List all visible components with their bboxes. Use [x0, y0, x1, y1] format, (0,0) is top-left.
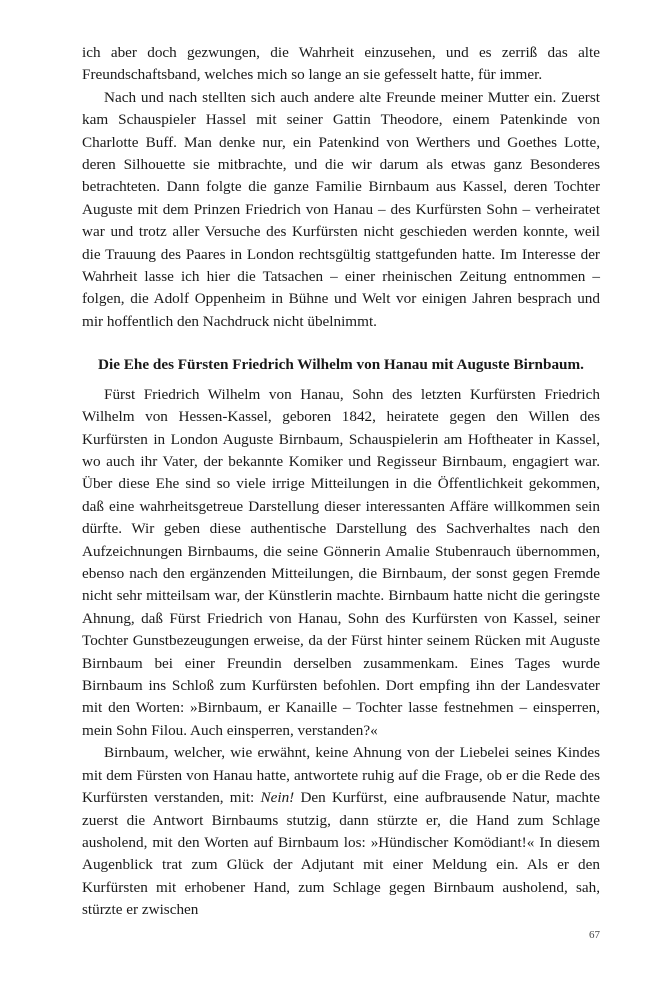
page-body: [82, 42, 600, 922]
paragraph-continuation: ich aber doch gezwungen, die Wahrheit einzusehen, und es zerriß das alte Freundschaftsband, welches mich so lange an sie gefesselt hatte, für immer.: [82, 44, 600, 84]
paragraph-marriage-account: Fürst Friedrich Wilhelm von Hanau, Sohn des letzten Kurfürsten Friedrich Wilhelm von Hessen-Kassel, geboren 1842, heiratete gegen den Willen des Kurfürsten in London Auguste Birnbaum, Schauspielerin am Hoftheater in Kassel, wo auch ihr Vater, der bekannte Komiker und Regisseur Birnbaum, engagiert war. Über diese Ehe sind so viele irrige Mitteilungen in die Öffentlichkeit gekommen, daß eine wahrheitsgetreue Darstellung dieser interessanten Affäre willkommen sein dürfte. Wir geben diese authentische Darstellung des Sachverhaltes nach den Aufzeichnungen Birnbaums, die seine Gönnerin Amalie Stubenrauch übernommen, ebenso nach den ergänzenden Mitteilungen, die Birnbaum, der sonst gegen Fremde nicht sehr mitteilsam war, der Künstlerin machte. Birnbaum hatte nicht die geringste Ahnung, daß Fürst Friedrich von Hanau, Sohn des Kurfürsten von Kassel, seiner Tochter Gunstbezeugungen erweise, da der Fürst hinter seinem Rücken mit Auguste Birnbaum bei einer Freundin derselben zusammenkam. Eines Tages wurde Birnbaum ins Schloß zum Kurfürsten befohlen. Dort empfing ihn der Landesvater mit den Worten: »Birnbaum, er Kanaille – Tochter lasse festnehmen – einsperren, mein Sohn Filou. Auch einsperren, verstanden?«: [82, 385, 600, 739]
paragraph-text-after: Den Kurfürst, eine aufbrausende Natur, machte zuerst die Antwort Birnbaums stutzig, dann stürzte er, die Hand zum Schlage ausholend, mit den Worten auf Birnbaum los: »Hündischer Komödiant!« In diesem Augenblick trat zum Glück der Adjutant mit einer Meldung ein. Als er den Kurfürsten mit erhobener Hand, zum Schlage gegen Birnbaum ausholend, sah, stürzte er zwischen: [82, 789, 600, 919]
paragraph-text-before: Birnbaum, welcher, wie erwähnt, keine Ahnung von der Liebelei seines Kindes mit dem Fürsten von Hanau hatte, antwortete ruhig auf die Frage, ob er die Rede des Kurfürsten verstanden, mit:: [82, 744, 600, 807]
section-heading: Die Ehe des Fürsten Friedrich Wilhelm von Hanau mit Auguste Birnbaum.: [98, 356, 584, 374]
paragraph-friends: Nach und nach stellten sich auch andere alte Freunde meiner Mutter ein. Zuerst kam Schauspieler Hassel mit seiner Gattin Theodore, einem Patenkinde von Charlotte Buff. Man denke nur, ein Patenkind von Werthers und Goethes Lotte, deren Silhouette sie mitbrachte, und die wir darum als etwas ganz Besonderes betrachteten. Dann folgte die ganze Familie Birnbaum aus Kassel, deren Tochter Auguste mit dem Prinzen Friedrich von Hanau – des Kurfürsten Sohn – verheiratet war und trotz aller Versuche des Kurfürsten nicht geschieden werden konnte, weil die Trauung des Paares in London rechtsgültig stattgefunden hatte. Im Interesse der Wahrheit lasse ich hier die Tatsachen – einer rheinischen Zeitung entnommen – folgen, die Adolf Oppenheim in Bühne und Welt vor einigen Jahren besprach und mir hoffentlich den Nachdruck nicht übelnimmt.: [82, 88, 600, 330]
page-number: 67: [589, 929, 600, 941]
paragraph-birnbaum-answer: [82, 742, 600, 921]
emphasis-nein: Nein!: [260, 789, 295, 807]
